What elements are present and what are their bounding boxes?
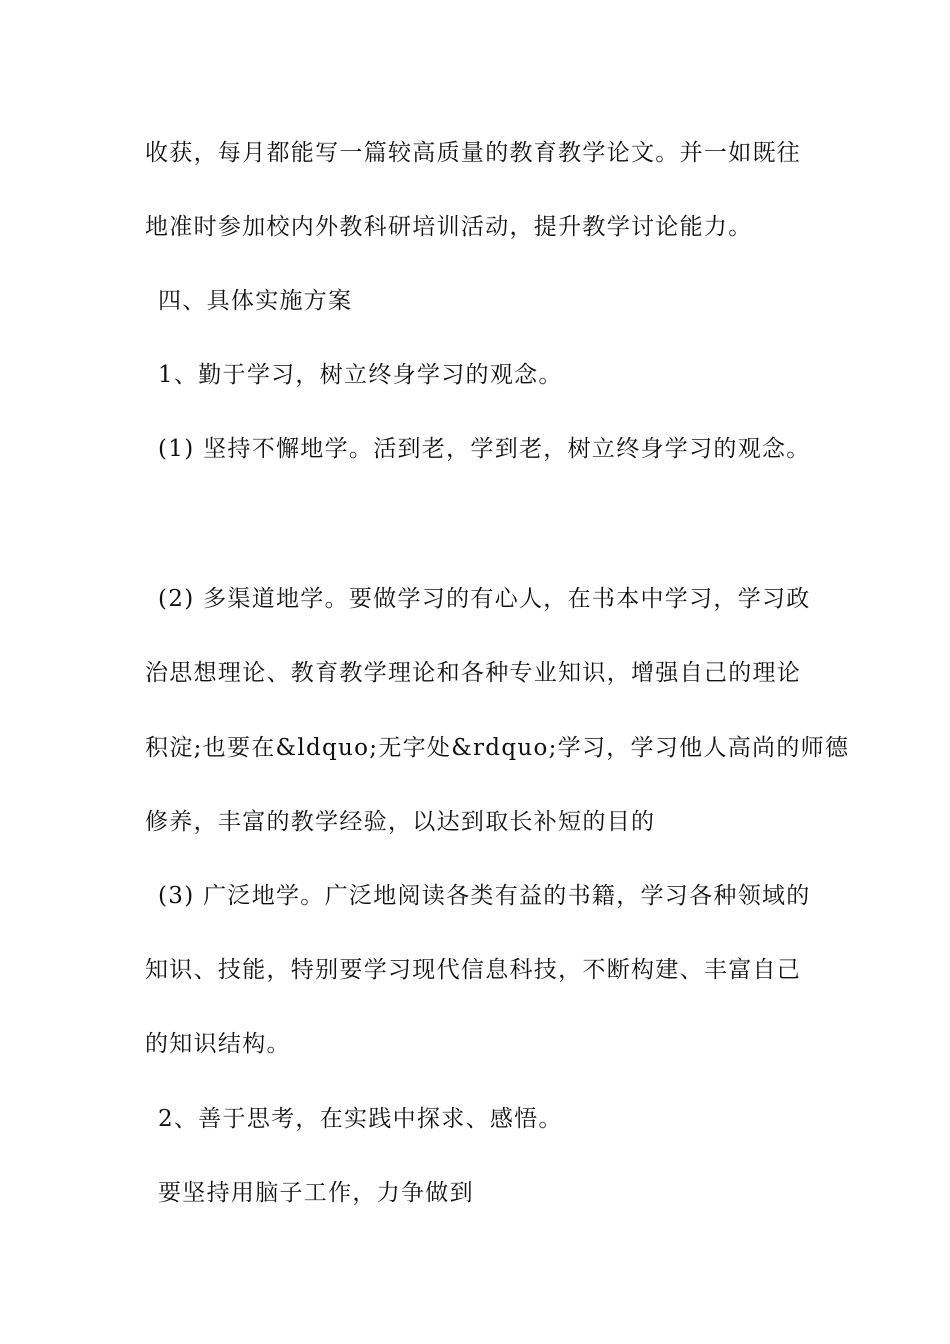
subsection-heading: 2、善于思考，在实践中探求、感悟。 xyxy=(158,1106,563,1132)
paragraph-line: 治思想理论、教育教学理论和各种专业知识，增强自己的理论 xyxy=(145,660,802,686)
paragraph-line: 修养，丰富的教学经验，以达到取长补短的目的 xyxy=(145,809,656,835)
paragraph-line: 收获，每月都能写一篇较高质量的教育教学论文。并一如既往 xyxy=(145,140,802,166)
paragraph-line: 要坚持用脑子工作，力争做到 xyxy=(158,1180,474,1206)
paragraph-line: 知识、技能，特别要学习现代信息科技，不断构建、丰富自己 xyxy=(145,957,802,983)
section-heading: 四、具体实施方案 xyxy=(158,288,353,314)
paragraph-line: 的知识结构。 xyxy=(145,1031,291,1057)
paragraph-line: 积淀;也要在&ldquo;无字处&rdquo;学习，学习他人高尚的师德 xyxy=(145,735,850,761)
list-item: (1) 坚持不懈地学。活到老，学到老，树立终身学习的观念。 xyxy=(158,436,811,462)
list-item: (2) 多渠道地学。要做学习的有心人，在书本中学习，学习政 xyxy=(158,586,811,612)
list-item: (3) 广泛地学。广泛地阅读各类有益的书籍，学习各种领域的 xyxy=(158,883,811,909)
paragraph-line: 地准时参加校内外教科研培训活动，提升教学讨论能力。 xyxy=(145,214,753,240)
subsection-heading: 1、勤于学习，树立终身学习的观念。 xyxy=(158,362,563,388)
